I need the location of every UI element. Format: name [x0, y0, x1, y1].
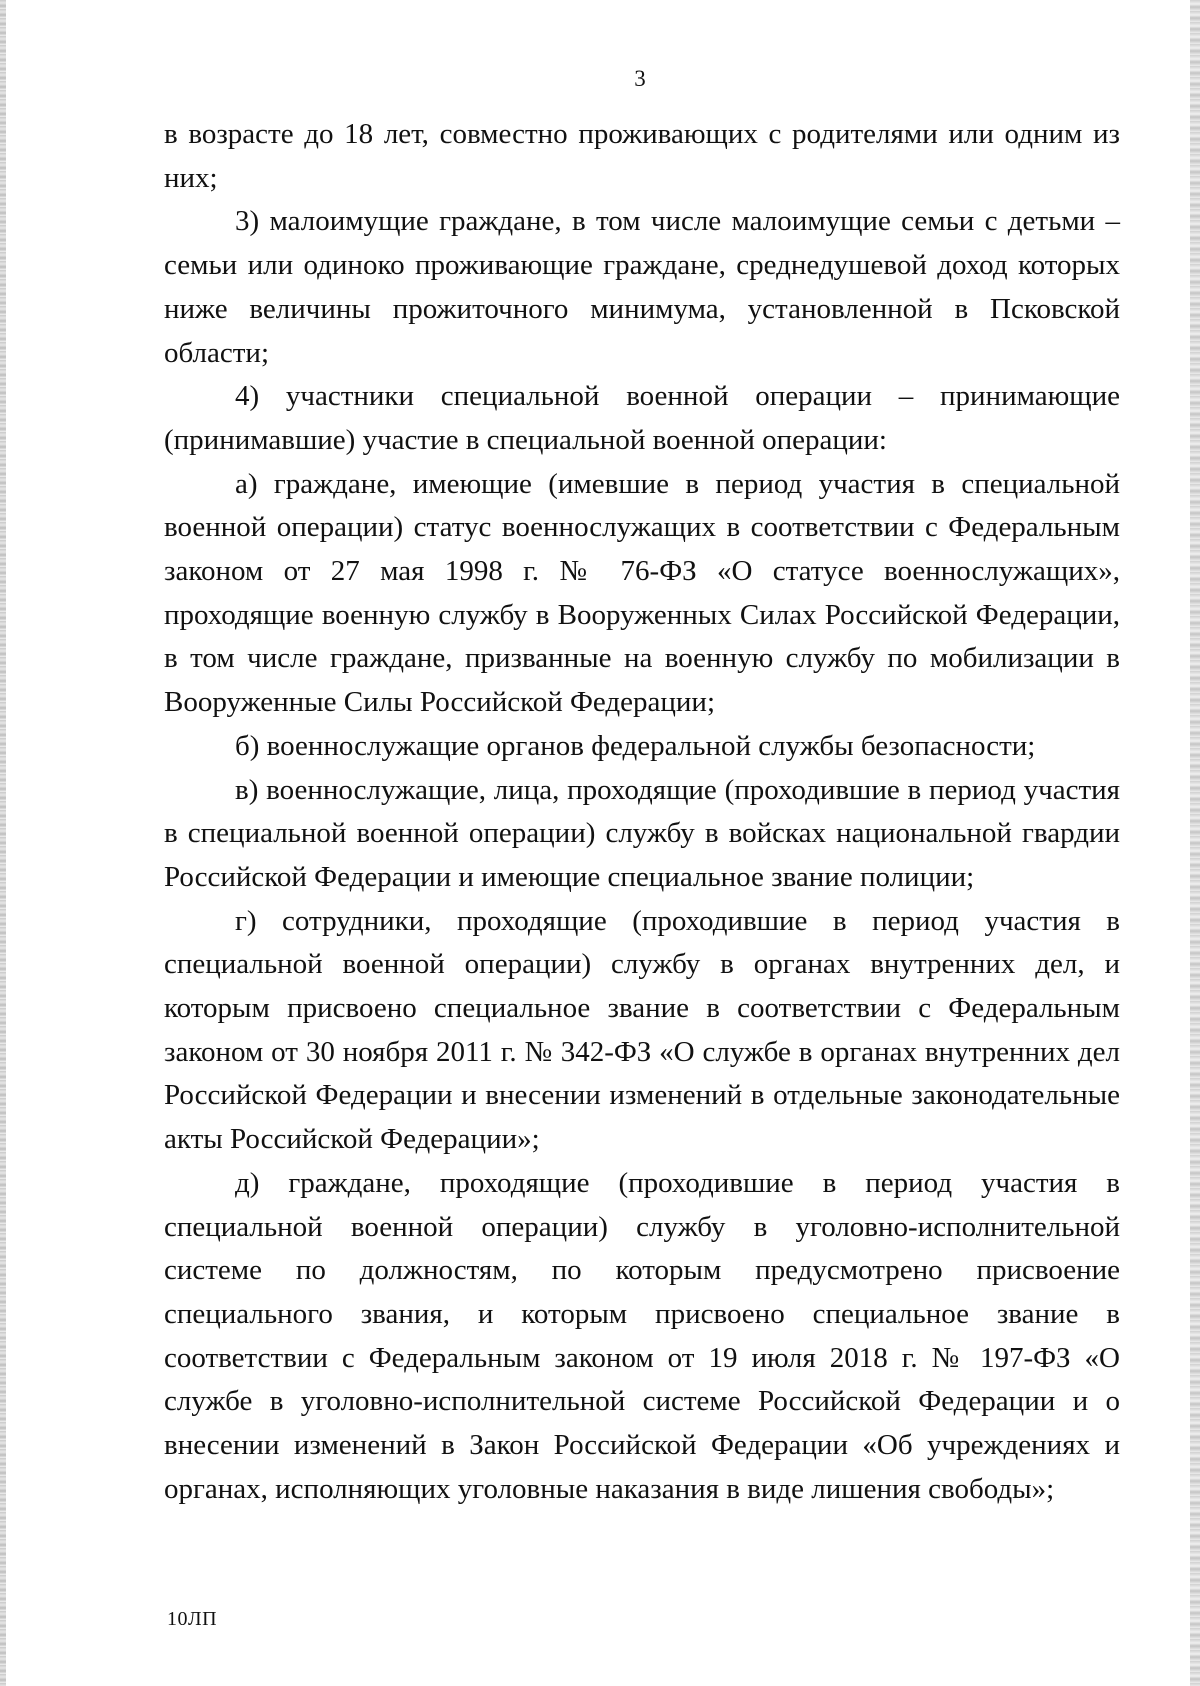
- footer-code: 10ЛП: [167, 1608, 218, 1630]
- paragraph-subitem-g: г) сотрудники, проходящие (проходившие в период участия в специальной военной операции) службу в органах внутренних дел, и которым присвоено специальное звание в соответствии с Федеральным законом от 30 ноября 2011 г. № 342-ФЗ «О службе в органах внутренних дел Российской Федерации и внесении изменений в отдельные законодательные акты Российской Федерации»;: [164, 904, 1120, 1156]
- paragraph-subitem-a: а) граждане, имеющие (имевшие в период участия в специальной военной операции) статус военнослужащих в соответствии с Федеральным законом от 27 мая 1998 г. № 76-ФЗ «О статусе военнослужащих», проходящие военную службу в Вооруженных Силах Российской Федерации, в том числе граждане, призванные на военную службу по мобилизации в Вооруженные Силы Российской Федерации;: [164, 467, 1120, 719]
- scan-edge-right: [1190, 0, 1200, 1686]
- paragraph-item-4: 4) участники специальной военной операции – принимающие (принимавшие) участие в специальной военной операции:: [164, 380, 1120, 456]
- paragraph-subitem-v: в) военнослужащие, лица, проходящие (проходившие в период участия в специальной военной операции) службу в войсках национальной гвардии Российской Федерации и имеющие специальное звание полиции;: [164, 773, 1120, 893]
- scan-edge-left: [0, 0, 6, 1686]
- document-body: [164, 113, 1120, 1512]
- paragraph-subitem-b: б) военнослужащие органов федеральной службы безопасности;: [235, 729, 1036, 762]
- page-number: 3: [634, 66, 646, 91]
- paragraph-continuation: в возрасте до 18 лет, совместно проживающих с родителями или одним из них;: [164, 118, 1120, 194]
- paragraph-subitem-d: д) граждане, проходящие (проходившие в период участия в специальной военной операции) службу в уголовно-исполнительной системе по должностям, по которым предусмотрено присвоение специального звания, и которым присвоено специальное звание в соответствии с Федеральным законом от 19 июля 2018 г. № 197-ФЗ «О службе в уголовно-исполнительной системе Российской Федерации и о внесении изменений в Закон Российской Федерации «Об учреждениях и органах, исполняющих уголовные наказания в виде лишения свободы»;: [164, 1166, 1120, 1505]
- paragraph-item-3: 3) малоимущие граждане, в том числе малоимущие семьи с детьми – семьи или одиноко проживающие граждане, среднедушевой доход которых ниже величины прожиточного минимума, установленной в Псковской области;: [164, 205, 1120, 369]
